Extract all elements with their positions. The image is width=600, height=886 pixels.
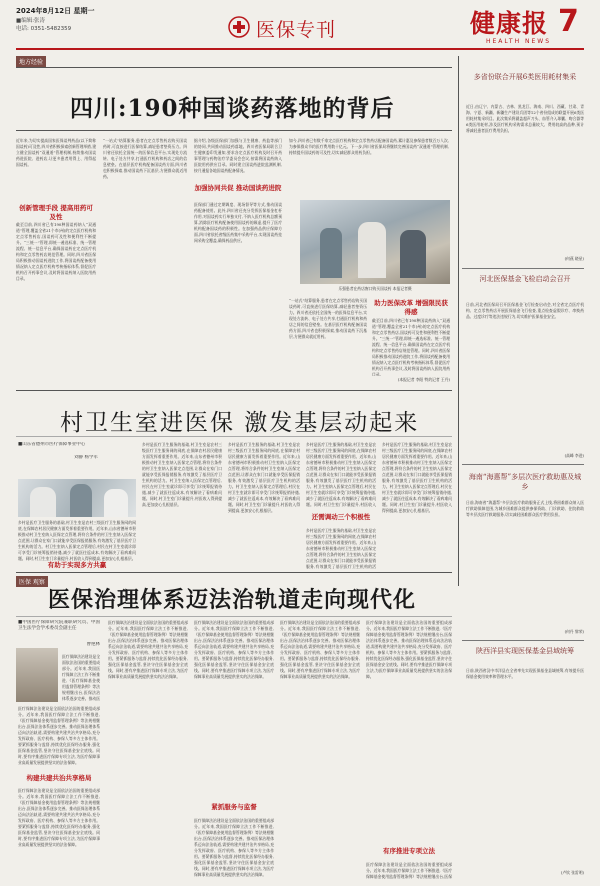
article2-col3: 乡村是医疗卫生服务的基础,村卫生室是农村三级医疗卫生服务网的网底,在保障农村居民健康方面发挥着重要作用。近年来,山东省德州市积极推动村卫生室纳入医保定点管理,将符合条件的村卫生室纳入医保定点范围,让群众在家门口就能享受医保报销服务,有效激发了基层医疗卫生机构的活力。村卫生室纳入医保定点管理后,村民在村卫生室就诊即可享受门诊统筹报销待遇,减少了就医往返成本,有效解决了看病难问题。同时,村卫生室门诊量提升,村医收入得到提高,更加安心扎根基层。 [228,442,300,513]
article2-photo [18,479,136,517]
masthead-logo: 健康报 [470,9,549,38]
article2-subhead-1: 有助于实现多方共赢 [47,561,107,569]
article2-byline-org: ■山东省德州市医疗保障事业中心 [18,442,86,447]
article3-subhead-1: 构建共建共治共享格局 [26,774,92,782]
sidebar-news1-title: 多省份联合开展6类医用耗材集采 [473,73,577,81]
sidebar-news1-author: (何燕 晓星) [564,256,584,261]
section-tag-local: 地方经验 [16,56,46,67]
article3-col2: 医疗保障法治建设是全面依法治国的重要组成部分。近年来,我国医疗保障立法工作不断推进,《医疗保障基金使用监督管理条例》等法规相继出台,医保法治体系逐步完善。推动医保治理体系迈向法治轨道,需要构建共建共治共享格局,充分发挥政府、医疗机构、参保人等多方主体作用。要紧抓服务与监督,持续优化医保经办服务,强化医保基金监管,坚决守住医保基金安全底线。同时,要有序推进医疗保障专项立法,为医疗保障事业高质量发展提供坚实的法治保障。 [108,620,188,679]
article3-col5: 医疗保障法治建设是全面依法治国的重要组成部分。近年来,我国医疗保障立法工作不断推进,《医疗保障基金使用监督管理条例》等法规相继出台,医保法治体系逐步完善。推动医保治理体系迈向法治轨道,需要构建共建共治共享格局,充分发挥政府、医疗机构、参保人等多方主体作用。要紧抓服务与监督,持续优化医保经办服务,强化医保基金监管,坚决守住医保基金安全底线。同时,要有序推进医疗保障专项立法,为医疗保障事业高质量发展提供坚实的法治保障。 [366,620,452,679]
section-tag-yibao: 医保 观察 [16,576,48,587]
issue-date: 2024年8月12日 星期一 [16,7,95,15]
phone-line: 电话: 0351-5482359 [16,26,72,32]
article1-title-rule [16,130,452,131]
article3-col3: 医疗保障法治建设是全面依法治国的重要组成部分。近年来,我国医疗保障立法工作不断推进,《医疗保障基金使用监督管理条例》等法规相继出台,医保法治体系逐步完善。推动医保治理体系迈向法治轨道,需要构建共建共治共享格局,充分发挥政府、医疗机构、参保人等多方主体作用。要紧抓服务与监督,持续优化医保经办服务,强化医保基金监管,坚决守住医保基金安全底线。同时,要有序推进医疗保障专项立法,为医疗保障事业高质量发展提供坚实的法治保障。 [194,620,274,679]
author-portrait [16,648,58,702]
article1-col2: “一站式”结算服务,患者在定点零售药店购买国谈药时,可直接进行医保结算,减轻患者垫资压力。四川省还依托全国统一的医保信息平台,实现处方流转、电子处方共享,打通医疗机构和药店之间的信息壁垒。在基层医疗机构配备国谈药方面,四川省也积极探索,推动国谈药下沉基层,方便群众就近用药。 [103,138,187,179]
article3-subhead-3: 有序推进专项立法 [383,847,435,855]
article2-title-rule [16,436,452,437]
article3-title: 医保治理体系迈法治轨道走向现代化 [48,587,417,613]
article1-col1: 截至目前,四川省已有190种国谈药纳入“双通道”管理,覆盖全省21个市(州)的定点医疗机构和定点零售药店,国谈药可及性和便利性不断提升。“三统一”管理,即统一遴选标准、统一管理流程、统一信息平台,确保国谈药在定点医疗机构和定点零售药店规范管理。同时,四川省医保局积极推动国谈药进院工作,将国谈药配备使用情况纳入定点医疗机构考核指标体系,督促医疗机构召开药事会议,及时将国谈药纳入医院用药目录。 [16,222,96,281]
article2-byline-names: 刘静 杨学军 [74,455,98,460]
article1-subhead-2: 加强协同共促 推动国谈药进院 [194,184,282,192]
article3-col3b: 医疗保障法治建设是全面依法治国的重要组成部分。近年来,我国医疗保障立法工作不断推进,《医疗保障基金使用监督管理条例》等法规相继出台,医保法治体系逐步完善。推动医保治理体系迈向法治轨道,需要构建共建共治共享格局,充分发挥政府、医疗机构、参保人等多方主体作用。要紧抓服务与监督,持续优化医保经办服务,强化医保基金监管,坚决守住医保基金安全底线。同时,要有序推进医疗保障专项立法,为医疗保障事业高质量发展提供坚实的法治保障。 [194,818,274,877]
article3-col1: 医疗保障法治建设是全面依法治国的重要组成部分。近年来,我国医疗保障立法工作不断推进,《医疗保障基金使用监督管理条例》等法规相继出台,医保法治体系逐步完善。推动医保治理体系迈向法治轨道,需要构建共建共治共享格局,充分发挥政府、医疗机构、参保人等多方主体作用。要紧抓服务与监督,持续优化医保经办服务,强化医保基金监管,坚决守住医保基金安全底线。同时,要有序推进医疗保障专项立法,为医疗保障事业高质量发展提供坚实的法治保障。 [18,706,100,765]
sidebar-rule-2 [462,464,584,465]
masthead-english: HEALTH NEWS [486,38,552,45]
article1-col4: “一站式”结算服务,患者在定点零售药店购买国谈药时,可直接进行医保结算,减轻患者垫资压力。四川省还依托全国统一的医保信息平台,实现处方流转、电子处方共享,打通医疗机构和药店之间的信息壁垒。在基层医疗机构配备国谈药方面,四川省也积极探索,推动国谈药下沉基层,方便群众就近用药。 [289,298,367,339]
sidebar-news3-title: 海南“海惠帮”多层次医疗救助惠及城乡 [468,473,582,491]
article3-top-rule [16,572,452,573]
sidebar-news2-title: 河北医保基金飞检启动会召开 [479,275,571,283]
article3-col4: 医疗保障法治建设是全面依法治国的重要组成部分。近年来,我国医疗保障立法工作不断推进,《医疗保障基金使用监督管理条例》等法规相继出台,医保法治体系逐步完善。推动医保治理体系迈向法治轨道,需要构建共建共治共享格局,充分发挥政府、医疗机构、参保人等多方主体作用。要紧抓服务与监督,持续优化医保经办服务,强化医保基金监管,坚决守住医保基金安全底线。同时,要有序推进医疗保障专项立法,为医疗保障事业高质量发展提供坚实的法治保障。 [280,620,360,679]
article2-col5: 乡村是医疗卫生服务的基础,村卫生室是农村三级医疗卫生服务网的网底,在保障农村居民健康方面发挥着重要作用。近年来,山东省德州市积极推动村卫生室纳入医保定点管理,将符合条件的村卫生室纳入医保定点范围,让群众在家门口就能享受医保报销服务,有效激发了基层医疗卫生机构的活力。村卫生室纳入医保定点管理后,村民在村卫生室就诊即可享受门诊统筹报销待遇,减少了就医往返成本,有效解决了看病难问题。同时,村卫生室门诊量提升,村医收入得到提高,更加安心扎根基层。 [382,442,452,513]
article3-col5b: 医疗保障法治建设是全面依法治国的重要组成部分。近年来,我国医疗保障立法工作不断推进,《医疗保障基金使用监督管理条例》等法规相继出台,医保 [366,862,452,879]
article1-photo [300,200,450,284]
article3-subhead-2: 紧抓服务与监督 [211,803,257,811]
article2-subhead-2: 还需调动三个积极性 [311,513,371,521]
article2-title: 村卫生室进医保 激发基层动起来 [60,410,420,436]
page-number: 7 [558,4,579,39]
article1-col3-top: 据介绍,各级医保部门加强与卫生健康、药监等部门的协同,共同推动国谈药落地。四川省医保局联合卫生健康委印发通知,要求各定点医疗机构及时召开药事管理与药物治疗学委员会会议,按需将国谈药纳入医院用药供应目录。同时建立国谈药进院监测机制,按月通报各地国谈药配备情况。 [194,138,282,173]
article3-title-rule [16,616,452,617]
article1-lead: 近年来,为切实提高国家医保谈判药品(以下简称国谈药)可及性,四川省积极探索创新管理举措,建立健全国谈药“双通道”管理机制,持续推动国谈药进医院、进药店,让更多患者用得上、用得起国谈药。 [16,138,96,167]
article2-col1: 乡村是医疗卫生服务的基础,村卫生室是农村三级医疗卫生服务网的网底,在保障农村居民健康方面发挥着重要作用。近年来,山东省德州市积极推动村卫生室纳入医保定点管理,将符合条件的村卫生室纳入医保定点范围,让群众在家门口就能享受医保报销服务,有效激发了基层医疗卫生机构的活力。村卫生室纳入医保定点管理后,村民在村卫生室就诊即可享受门诊统筹报销待遇,减少了就医往返成本,有效解决了看病难问题。同时,村卫生室门诊量提升,村医收入得到提高,更加安心扎根基层。 [18,520,136,561]
section-title: 医保专刊 [256,19,337,41]
photo-caption: 乐强患者在药店窗口购买国谈药 本报记者摄 [338,286,412,291]
sidebar-news1-body: 近日,由辽宁、内蒙古、吉林、黑龙江、海南、四川、西藏、甘肃、青海、宁夏、新疆、新疆生产建设兵团等12个省份组成的联盟开展6类医用耗材集采项目。此次集采将涵盖超声刀头、血管介入球囊、吻合器等6类医用耗材,涉及医疗机构采购需求总量较大、费用较高的品种,预计将减轻患者医疗费用负担。 [466,104,584,133]
sidebar-news3-body: 日前,海南省“海惠帮”多层次医疗救助服务正式上线,将困难群众纳入医疗救助保障范围,为城乡困难群众提供参保资助、门诊救助、住院救助等多层次医疗救助服务,切实减轻困难群众医疗费用负担。 [466,500,584,517]
article3-byline-name: 曹艳林 [86,642,100,647]
article1-col4-top: 如今,四川省已有数千家定点医疗机构和定点零售药店配备国谈药,累计惠及参保患者数百万人次,为参保群众节约医疗费用数十亿元。下一步,四川省医保局将继续完善国谈药“双通道”管理机制,持续提升国谈药的可及性,切实减轻群众用药负担。 [289,138,449,155]
header-rule [16,48,584,50]
sidebar-news2-author: (高峰 李进) [564,453,584,458]
sidebar-rule-3 [462,640,584,641]
article1-author: (本报记者 李阳 特约记者 王丹) [397,377,450,382]
sidebar-rule-1 [462,268,584,269]
medical-cross-icon [228,16,250,38]
article2-top-rule [16,390,452,391]
sidebar-news3-author: (何丹 黎荣) [564,629,584,634]
article2-col4: 乡村是医疗卫生服务的基础,村卫生室是农村三级医疗卫生服务网的网底,在保障农村居民健康方面发挥着重要作用。近年来,山东省德州市积极推动村卫生室纳入医保定点管理,将符合条件的村卫生室纳入医保定点范围,让群众在家门口就能享受医保报销服务,有效激发了基层医疗卫生机构的活力。村卫生室纳入医保定点管理后,村民在村卫生室就诊即可享受门诊统筹报销待遇,减少了就医往返成本,有效解决了看病难问题。同时,村卫生室门诊量提升,村医收入 [306,442,376,507]
article2-col4b: 乡村是医疗卫生服务的基础,村卫生室是农村三级医疗卫生服务网的网底,在保障农村居民健康方面发挥着重要作用。近年来,山东省德州市积极推动村卫生室纳入医保定点管理,将符合条件的村卫生室纳入医保定点范围,让群众在家门口就能享受医保报销服务,有效激发了基层医疗卫生机构的活 [306,528,376,569]
article1-subhead-3: 助力医保改革 增强限民获得感 [374,299,448,316]
sidebar-news4-title: 陕西洋县实现医保基金县域统筹 [476,647,574,655]
article1-col3: 医保部门通过定期调度、现场督导等方式,推动国谈药配备使用。此外,四川省还充分发挥医保基金杠杆作用,对国谈药实行单独支付,不纳入医疗机构总额预算,消除医疗机构配备使用国谈药的顾虑,提升了医疗机构配备国谈药的积极性。在加强药品供应保障方面,四川省依托省级医药集中采购平台,实现国谈药挂网采购全覆盖,确保药品供应。 [194,202,282,243]
sidebar-divider [458,56,459,586]
sidebar-news4-author: (卢钦 张雷明) [560,870,584,875]
article1-subhead-1: 创新管理手段 提高用药可及性 [19,204,93,221]
article3-col1b: 医疗保障法治建设是全面依法治国的重要组成部分。近年来,我国医疗保障立法工作不断推进,《医疗保障基金使用监督管理条例》等法规相继出台,医保法治体系逐步完善。推动医保治理体系迈向法治轨道,需要构建共建共治共享格局,充分发挥政府、医疗机构、参保人等多方主体作用。要紧抓服务与监督,持续优化医保经办服务,强化医保基金监管,坚决守住医保基金安全底线。同时,要有序推进医疗保障专项立法,为医疗保障事业高质量发展提供坚实的法治保障。 [18,788,100,847]
article1-top-rule [16,67,452,68]
sidebar-news2-body: 日前,河北省医保局召开医保基金飞行检查启动会,对全省定点医疗机构、定点零售药店开展医保基金飞行检查,重点检查虚假诊疗、串换药品、过度诊疗等违法违规行为,切实维护医保基金安全。 [466,302,584,319]
article1-col5: 截至目前,四川省已有190种国谈药纳入“双通道”管理,覆盖全省21个市(州)的定点医疗机构和定点零售药店,国谈药可及性和便利性不断提升。“三统一”管理,即统一遴选标准、统一管理流程、统一信息平台,确保国谈药在定点医疗机构和定点零售药店规范管理。同时,四川省医保局积极推动国谈药进院工作,将国谈药配备使用情况纳入定点医疗机构考核指标体系,督促医疗机构召开药事会议,及时将国谈药纳入医院用药目录。 [372,318,450,376]
article3-intro: 医疗保障法治建设是全面依法治国的重要组成部分。近年来,我国医疗保障立法工作不断推进,《医疗保障基金使用监督管理条例》等法规相继出台,医保法治体系逐步完善。推动医 [62,654,100,701]
article3-byline-org: ■中国医疗保障研究院兼职研究员、中国卫生法学会学术委员会副主任 [18,620,100,631]
article2-col2: 乡村是医疗卫生服务的基础,村卫生室是农村三级医疗卫生服务网的网底,在保障农村居民健康方面发挥着重要作用。近年来,山东省德州市积极推动村卫生室纳入医保定点管理,将符合条件的村卫生室纳入医保定点范围,让群众在家门口就能享受医保报销服务,有效激发了基层医疗卫生机构的活力。村卫生室纳入医保定点管理后,村民在村卫生室就诊即可享受门诊统筹报销待遇,减少了就医往返成本,有效解决了看病难问题。同时,村卫生室门诊量提升,村医收入得到提高,更加安心扎根基层。 [142,442,222,507]
article1-title: 四川:190种国谈药落地的背后 [70,95,395,122]
editor-line: ■编辑:张涛 [16,18,46,24]
sidebar-news4-body: 日前,陕西省汉中市洋县在全省率先实现医保基金县域统筹,有效提升医保基金使用效率和管理水平。 [466,668,584,679]
